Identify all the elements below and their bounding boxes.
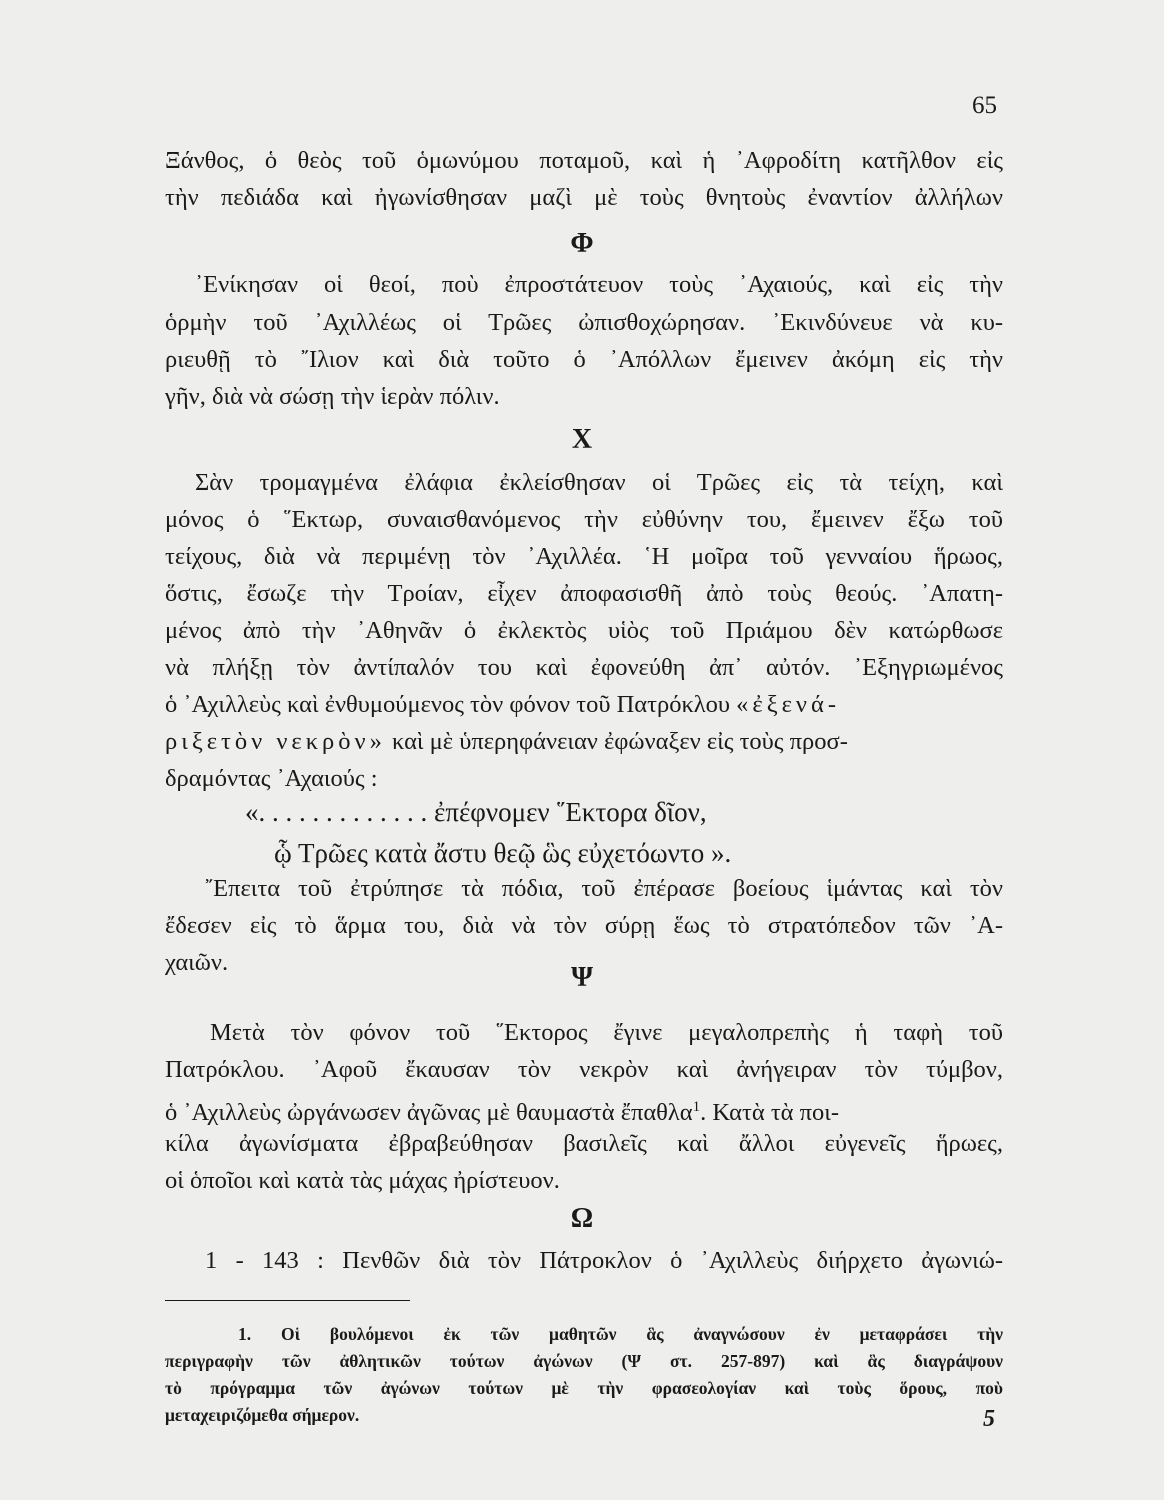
footnote-line: 1. Οἱ βουλόμενοι ἐκ τῶν μαθητῶν ἃς ἀναγνώσουν ἐν μεταφράσει τὴν xyxy=(238,1324,1003,1344)
text-line: μόνος ὁ ῞Εκτωρ, συναισθανόμενος τὴν εὐθύνην του, ἔμεινεν ἔξω τοῦ xyxy=(165,506,1003,533)
text-fragment: ὁ ᾿Αχιλλεὺς ὠργάνωσεν ἀγῶνας μὲ θαυμαστὰ ἔπαθλα xyxy=(165,1099,693,1127)
text-line: Μετὰ τὸν φόνον τοῦ ῞Εκτορος ἔγινε μεγαλοπρεπὴς ἡ ταφὴ τοῦ xyxy=(210,1019,1003,1046)
text-line xyxy=(165,727,1003,757)
text-line: ὁρμὴν τοῦ ᾿Αχιλλέως οἱ Τρῶες ὠπισθοχώρησαν. ᾿Εκινδύνευε νὰ κυ- xyxy=(165,309,1003,336)
text-line: τείχους, διὰ νὰ περιμένῃ τὸν ᾿Αχιλλέα. ῾Η μοῖρα τοῦ γενναίου ἥρωος, xyxy=(165,543,1003,570)
footnote-line: τὸ πρόγραμμα τῶν ἀγώνων τούτων μὲ τὴν φρασεολογίαν καὶ τοὺς ὅρους, ποὺ xyxy=(165,1378,1003,1398)
text-line xyxy=(165,1092,1003,1128)
text-fragment: . Κατὰ τὰ ποι- xyxy=(700,1099,839,1127)
section-heading-omega: Ω xyxy=(570,1203,594,1234)
text-line: οἱ ὁποῖοι καὶ κατὰ τὰς μάχας ἠρίστευον. xyxy=(165,1167,560,1194)
text-line: Πατρόκλου. ᾿Αφοῦ ἔκαυσαν τὸν νεκρὸν καὶ ἀνήγειραν τὸν τύμβον, xyxy=(165,1056,1003,1083)
verse-line: «. . . . . . . . . . . . . ἐπέφνομεν ῞Εκτορα δῖον, xyxy=(245,797,707,827)
text-line: ᾿Ενίκησαν οἱ θεοί, ποὺ ἐπροστάτευον τοὺς ᾿Αχαιούς, καὶ εἰς τὴν xyxy=(195,271,1003,298)
text-line: μένος ἀπὸ τὴν ᾿Αθηνᾶν ὁ ἐκλεκτὸς υἱὸς τοῦ Πριάμου δὲν κατώρθωσε xyxy=(165,617,1003,644)
footnote-line: μεταχειριζόμεθα σήμερον. xyxy=(165,1405,360,1425)
quoted-spaced-text: ριξετὸν νεκρὸν» xyxy=(165,728,386,755)
text-line: δραμόντας ᾿Αχαιούς : xyxy=(165,765,378,792)
footnote-reference: 1 xyxy=(692,1099,701,1115)
text-line: Ξάνθος, ὁ θεὸς τοῦ ὁμωνύμου ποταμοῦ, καὶ ἡ ᾿Αφροδίτη κατῆλθον εἰς xyxy=(165,147,1003,174)
section-heading-chi: Χ xyxy=(571,424,593,455)
text-fragment: ὁ ᾿Αχιλλεὺς καὶ ἐνθυμούμενος τὸν φόνον τοῦ Πατρόκλου xyxy=(165,691,731,718)
text-line: ἔδεσεν εἰς τὸ ἅρμα του, διὰ νὰ τὸν σύρῃ ἕως τὸ στρατόπεδον τῶν ᾿Α- xyxy=(165,912,1003,939)
page-number: 65 xyxy=(972,92,997,119)
text-line: τὴν πεδιάδα καὶ ἠγωνίσθησαν μαζὶ μὲ τοὺς θνητοὺς ἐναντίον ἀλλήλων xyxy=(165,184,1003,211)
verse-line: ᾧ Τρῶες κατὰ ἄστυ θεῷ ὣς εὐχετόωντο ». xyxy=(274,838,732,868)
quoted-spaced-text: «ἐξενά- xyxy=(736,691,840,718)
text-line: νὰ πλήξῃ τὸν ἀντίπαλόν του καὶ ἐφονεύθη ἀπ᾿ αὐτόν. ᾿Εξηγριωμένος xyxy=(165,654,1003,681)
text-line: ῎Επειτα τοῦ ἐτρύπησε τὰ πόδια, τοῦ ἐπέρασε βοείους ἱμάντας καὶ τὸν xyxy=(205,875,1003,902)
signature-mark: 5 xyxy=(983,1406,995,1432)
footnote-rule xyxy=(165,1300,410,1301)
text-line: ὅστις, ἔσωζε τὴν Τροίαν, εἶχεν ἀποφασισθῆ ἀπὸ τοὺς θεούς. ᾿Απατη- xyxy=(165,580,1003,607)
text-line: ριευθῇ τὸ ῎Ιλιον καὶ διὰ τοῦτο ὁ ᾿Απόλλων ἔμεινεν ἀκόμη εἰς τὴν xyxy=(165,346,1003,373)
text-line: κίλα ἀγωνίσματα ἐβραβεύθησαν βασιλεῖς καὶ ἄλλοι εὐγενεῖς ἥρωες, xyxy=(165,1130,1003,1157)
footnote-line: περιγραφὴν τῶν ἀθλητικῶν τούτων ἀγώνων (Ψ στ. 257-897) καὶ ἃς διαγράψουν xyxy=(165,1351,1003,1371)
text-line xyxy=(165,690,1003,720)
text-line: 1 - 143 : Πενθῶν διὰ τὸν Πάτροκλον ὁ ᾿Αχιλλεὺς διήρχετο ἀγωνιώ- xyxy=(205,1247,1003,1274)
section-heading-phi: Φ xyxy=(570,228,594,259)
section-heading-psi: Ψ xyxy=(571,962,593,993)
text-line: Σὰν τρομαγμένα ἐλάφια ἐκλείσθησαν οἱ Τρῶες εἰς τὰ τείχη, καὶ xyxy=(195,469,1003,496)
text-line: χαιῶν. xyxy=(165,949,229,976)
text-line: γῆν, διὰ νὰ σώσῃ τὴν ἱερὰν πόλιν. xyxy=(165,383,500,410)
text-fragment: καὶ μὲ ὑπερηφάνειαν ἐφώναξεν εἰς τοὺς προσ- xyxy=(391,728,848,755)
